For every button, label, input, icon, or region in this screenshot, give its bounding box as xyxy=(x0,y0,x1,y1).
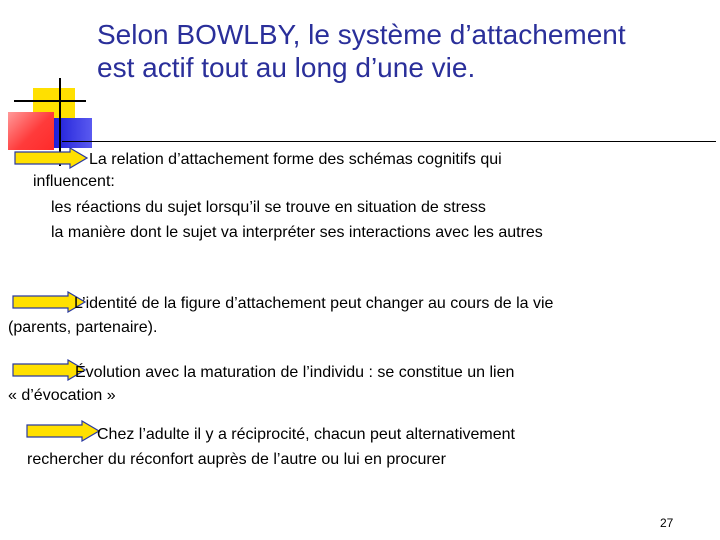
bullet-3-line-2: « d’évocation » xyxy=(8,387,116,404)
arrow-bullet-icon xyxy=(26,420,100,442)
bullet-2-line-2: (parents, partenaire). xyxy=(8,319,158,336)
page-number: 27 xyxy=(660,516,674,530)
bullet-1-sub-2: la manière dont le sujet va interpréter ses interactions avec les autres xyxy=(51,224,543,241)
slide-title xyxy=(97,18,712,84)
bullet-1-line-2: influencent: xyxy=(33,173,115,190)
bullet-1-line-1: La relation d’attachement forme des schémas cognitifs qui xyxy=(89,151,502,168)
arrow-bullet-icon xyxy=(14,147,88,169)
title-line-1: Selon BOWLBY, le système d’attachement xyxy=(97,19,626,50)
deco-red-square xyxy=(8,112,54,150)
bullet-2-line-1: L’identité de la figure d’attachement peut changer au cours de la vie xyxy=(74,295,554,312)
bullet-4-line-1: Chez l’adulte il y a réciprocité, chacun peut alternativement xyxy=(97,426,515,443)
title-rule xyxy=(62,141,716,142)
bullet-1-sub-1: les réactions du sujet lorsqu’il se trouve en situation de stress xyxy=(51,199,486,216)
title-line-2: est actif tout au long d’une vie. xyxy=(97,52,476,83)
bullet-4-line-2: rechercher du réconfort auprès de l’autre ou lui en procurer xyxy=(27,451,446,468)
bullet-3-line-1: Évolution avec la maturation de l’individu : se constitue un lien xyxy=(75,364,515,381)
deco-horizontal-line xyxy=(14,100,86,102)
